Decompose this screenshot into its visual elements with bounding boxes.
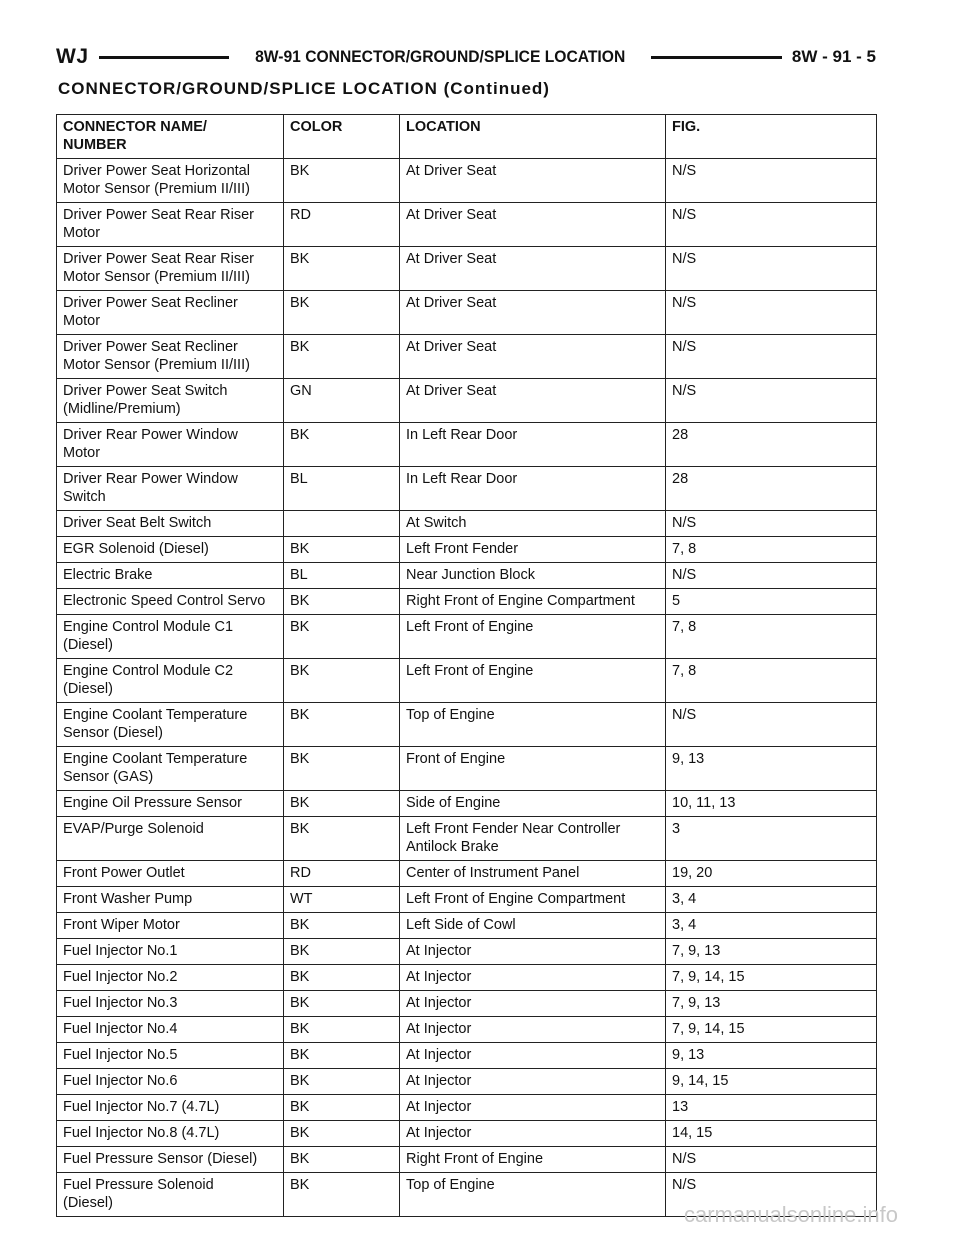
fig-cell: 5	[666, 589, 877, 615]
color-cell: BK	[284, 703, 400, 747]
table-row	[57, 965, 877, 991]
location-cell: At Injector	[400, 1043, 666, 1069]
color-cell: BK	[284, 1173, 400, 1217]
table-row	[57, 1121, 877, 1147]
table-row	[57, 511, 877, 537]
color-cell: BK	[284, 1095, 400, 1121]
fig-cell: N/S	[666, 1147, 877, 1173]
color-cell: BK	[284, 159, 400, 203]
fig-cell: N/S	[666, 247, 877, 291]
fig-cell: 19, 20	[666, 861, 877, 887]
color-cell	[284, 511, 400, 537]
table-row	[57, 991, 877, 1017]
table-row	[57, 1095, 877, 1121]
location-cell: At Injector	[400, 939, 666, 965]
connector-name-cell: Front Washer Pump	[57, 887, 284, 913]
fig-cell: 9, 13	[666, 1043, 877, 1069]
location-cell: Center of Instrument Panel	[400, 861, 666, 887]
connector-name-cell: Driver Power Seat Switch (Midline/Premium)	[57, 379, 284, 423]
fig-cell: 14, 15	[666, 1121, 877, 1147]
table-row	[57, 1017, 877, 1043]
connector-name-cell: Engine Control Module C2 (Diesel)	[57, 659, 284, 703]
column-header-location: LOCATION	[400, 115, 666, 159]
location-cell: Right Front of Engine	[400, 1147, 666, 1173]
connector-name-cell: Electric Brake	[57, 563, 284, 589]
fig-cell: N/S	[666, 203, 877, 247]
location-cell: At Driver Seat	[400, 291, 666, 335]
fig-cell: 7, 9, 14, 15	[666, 1017, 877, 1043]
connector-name-cell: Driver Power Seat Recliner Motor Sensor (Premium II/III)	[57, 335, 284, 379]
table-row	[57, 861, 877, 887]
color-cell: GN	[284, 379, 400, 423]
fig-cell: 3, 4	[666, 913, 877, 939]
color-cell: BK	[284, 247, 400, 291]
table-row	[57, 537, 877, 563]
location-cell: Top of Engine	[400, 1173, 666, 1217]
color-cell: BL	[284, 467, 400, 511]
color-cell: BK	[284, 747, 400, 791]
connector-location-table	[56, 114, 877, 1217]
column-header-fig: FIG.	[666, 115, 877, 159]
table-row	[57, 659, 877, 703]
color-cell: BK	[284, 1147, 400, 1173]
connector-name-cell: Fuel Injector No.5	[57, 1043, 284, 1069]
location-cell: At Injector	[400, 1017, 666, 1043]
color-cell: BK	[284, 589, 400, 615]
connector-name-cell: Driver Seat Belt Switch	[57, 511, 284, 537]
location-cell: In Left Rear Door	[400, 423, 666, 467]
color-cell: BK	[284, 791, 400, 817]
fig-cell: N/S	[666, 563, 877, 589]
fig-cell: N/S	[666, 703, 877, 747]
connector-name-cell: Fuel Injector No.8 (4.7L)	[57, 1121, 284, 1147]
location-cell: Left Side of Cowl	[400, 913, 666, 939]
color-cell: BK	[284, 991, 400, 1017]
location-cell: Left Front Fender Near Controller Antilock Brake	[400, 817, 666, 861]
location-cell: Front of Engine	[400, 747, 666, 791]
page-header	[56, 40, 876, 74]
table-row	[57, 203, 877, 247]
color-cell: BK	[284, 1043, 400, 1069]
color-cell: BK	[284, 615, 400, 659]
connector-name-cell: Fuel Pressure Solenoid (Diesel)	[57, 1173, 284, 1217]
location-cell: Near Junction Block	[400, 563, 666, 589]
table-row	[57, 379, 877, 423]
location-cell: Top of Engine	[400, 703, 666, 747]
connector-name-cell: Electronic Speed Control Servo	[57, 589, 284, 615]
column-header-connector: CONNECTOR NAME/ NUMBER	[57, 115, 284, 159]
connector-name-cell: EVAP/Purge Solenoid	[57, 817, 284, 861]
location-cell: At Driver Seat	[400, 335, 666, 379]
connector-name-cell: Driver Rear Power Window Switch	[57, 467, 284, 511]
location-cell: At Driver Seat	[400, 159, 666, 203]
table-row	[57, 291, 877, 335]
fig-cell: 9, 14, 15	[666, 1069, 877, 1095]
connector-name-cell: Driver Rear Power Window Motor	[57, 423, 284, 467]
connector-name-cell: Fuel Injector No.3	[57, 991, 284, 1017]
table-row	[57, 563, 877, 589]
fig-cell: 7, 9, 14, 15	[666, 965, 877, 991]
connector-name-cell: Fuel Injector No.2	[57, 965, 284, 991]
location-cell: At Driver Seat	[400, 203, 666, 247]
connector-name-cell: Fuel Injector No.4	[57, 1017, 284, 1043]
color-cell: BK	[284, 659, 400, 703]
fig-cell: N/S	[666, 159, 877, 203]
connector-name-cell: Fuel Injector No.6	[57, 1069, 284, 1095]
connector-name-cell: Fuel Pressure Sensor (Diesel)	[57, 1147, 284, 1173]
table-row	[57, 589, 877, 615]
fig-cell: N/S	[666, 379, 877, 423]
color-cell: BK	[284, 423, 400, 467]
fig-cell: N/S	[666, 511, 877, 537]
color-cell: BK	[284, 291, 400, 335]
color-cell: RD	[284, 861, 400, 887]
connector-name-cell: Engine Coolant Temperature Sensor (Diesel)	[57, 703, 284, 747]
table-row	[57, 1069, 877, 1095]
fig-cell: 7, 8	[666, 659, 877, 703]
location-cell: Left Front of Engine	[400, 615, 666, 659]
color-cell: WT	[284, 887, 400, 913]
fig-cell: 3, 4	[666, 887, 877, 913]
connector-name-cell: Front Power Outlet	[57, 861, 284, 887]
page-number: 8W - 91 - 5	[791, 47, 876, 66]
section-title: 8W-91 CONNECTOR/GROUND/SPLICE LOCATION	[255, 47, 626, 66]
location-cell: Left Front Fender	[400, 537, 666, 563]
location-cell: At Switch	[400, 511, 666, 537]
connector-name-cell: Driver Power Seat Horizontal Motor Sensor (Premium II/III)	[57, 159, 284, 203]
table-row	[57, 703, 877, 747]
color-cell: BK	[284, 1017, 400, 1043]
location-cell: At Injector	[400, 965, 666, 991]
table-header-row	[57, 115, 877, 159]
table-row	[57, 159, 877, 203]
location-cell: At Driver Seat	[400, 379, 666, 423]
connector-name-cell: Engine Control Module C1 (Diesel)	[57, 615, 284, 659]
color-cell: BK	[284, 939, 400, 965]
connector-name-cell: Engine Coolant Temperature Sensor (GAS)	[57, 747, 284, 791]
fig-cell: 10, 11, 13	[666, 791, 877, 817]
table-row	[57, 423, 877, 467]
location-cell: Left Front of Engine	[400, 659, 666, 703]
color-cell: BK	[284, 817, 400, 861]
header-rule-left	[99, 56, 230, 59]
table-row	[57, 335, 877, 379]
fig-cell: N/S	[666, 335, 877, 379]
fig-cell: N/S	[666, 1173, 877, 1217]
table-row	[57, 887, 877, 913]
color-cell: RD	[284, 203, 400, 247]
fig-cell: 13	[666, 1095, 877, 1121]
color-cell: BK	[284, 537, 400, 563]
location-cell: At Injector	[400, 991, 666, 1017]
column-header-color: COLOR	[284, 115, 400, 159]
fig-cell: 7, 8	[666, 537, 877, 563]
location-cell: At Driver Seat	[400, 247, 666, 291]
fig-cell: 28	[666, 467, 877, 511]
model-code: WJ	[56, 45, 89, 68]
connector-name-cell: Driver Power Seat Rear Riser Motor Sensor (Premium II/III)	[57, 247, 284, 291]
location-cell: Right Front of Engine Compartment	[400, 589, 666, 615]
connector-name-cell: Driver Power Seat Rear Riser Motor	[57, 203, 284, 247]
table-row	[57, 247, 877, 291]
location-cell: At Injector	[400, 1069, 666, 1095]
location-cell: At Injector	[400, 1121, 666, 1147]
table-row	[57, 1043, 877, 1069]
table-row	[57, 939, 877, 965]
fig-cell: 3	[666, 817, 877, 861]
fig-cell: N/S	[666, 291, 877, 335]
table-row	[57, 747, 877, 791]
connector-name-cell: EGR Solenoid (Diesel)	[57, 537, 284, 563]
fig-cell: 7, 9, 13	[666, 939, 877, 965]
connector-name-cell: Front Wiper Motor	[57, 913, 284, 939]
table-title: CONNECTOR/GROUND/SPLICE LOCATION (Continued)	[58, 79, 550, 98]
connector-name-cell: Fuel Injector No.7 (4.7L)	[57, 1095, 284, 1121]
table-row	[57, 615, 877, 659]
fig-cell: 9, 13	[666, 747, 877, 791]
color-cell: BL	[284, 563, 400, 589]
location-cell: Left Front of Engine Compartment	[400, 887, 666, 913]
location-cell: Side of Engine	[400, 791, 666, 817]
connector-name-cell: Engine Oil Pressure Sensor	[57, 791, 284, 817]
table-row	[57, 913, 877, 939]
location-cell: At Injector	[400, 1095, 666, 1121]
color-cell: BK	[284, 335, 400, 379]
table-row	[57, 791, 877, 817]
color-cell: BK	[284, 1069, 400, 1095]
table-row	[57, 467, 877, 511]
fig-cell: 28	[666, 423, 877, 467]
color-cell: BK	[284, 965, 400, 991]
table-row	[57, 1147, 877, 1173]
header-rule-right	[651, 56, 782, 59]
table-row	[57, 817, 877, 861]
fig-cell: 7, 9, 13	[666, 991, 877, 1017]
watermark: carmanualsonline.info	[683, 1202, 898, 1227]
connector-name-cell: Fuel Injector No.1	[57, 939, 284, 965]
connector-name-cell: Driver Power Seat Recliner Motor	[57, 291, 284, 335]
color-cell: BK	[284, 1121, 400, 1147]
table-body	[57, 159, 877, 1217]
fig-cell: 7, 8	[666, 615, 877, 659]
location-cell: In Left Rear Door	[400, 467, 666, 511]
color-cell: BK	[284, 913, 400, 939]
